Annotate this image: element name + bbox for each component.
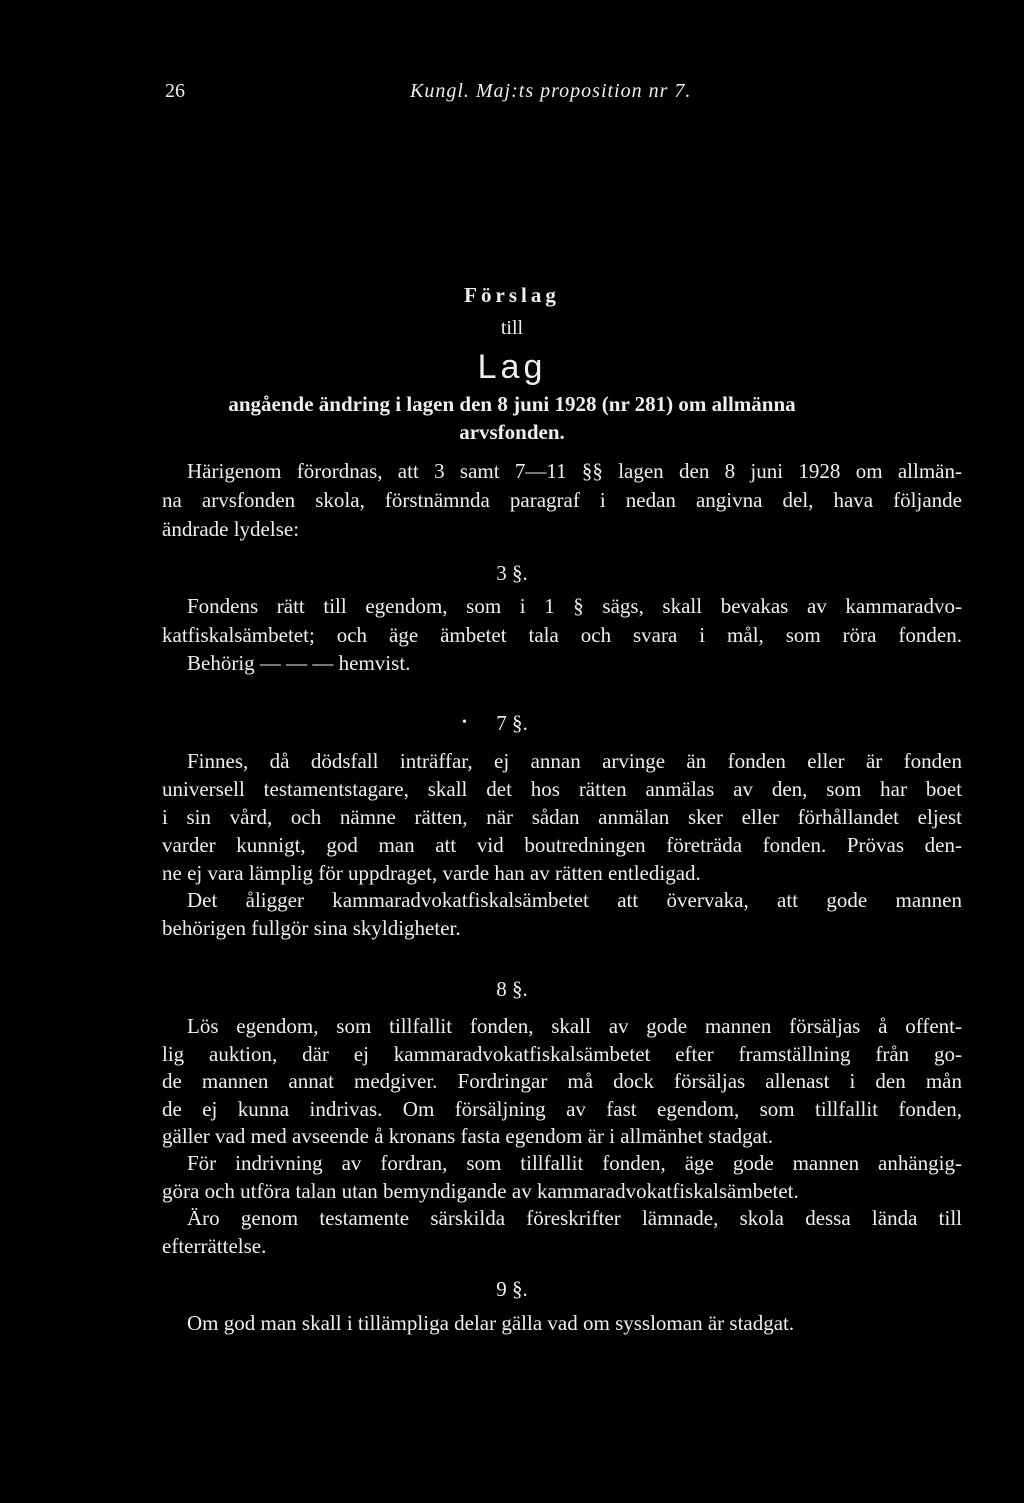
section-8-line-1: Lös egendom, som tillfallit fonden, skall av gode mannen försäljas å offent- [187,1014,962,1038]
section-8-heading: 8 §. [496,977,528,1001]
section-8-line-4: de ej kunna indrivas. Om försäljning av fast egendom, som tillfallit fonden, [162,1097,962,1121]
section-8-line-8: Äro genom testamente särskilda föreskrifter lämnade, skola dessa lända till [187,1206,962,1230]
section-3-heading: 3 §. [496,561,528,585]
section-3-line-1: Fondens rätt till egendom, som i 1 § sägs, skall bevakas av kammaradvo- [187,594,962,618]
section-7-line-6: Det åligger kammaradvokatfiskalsämbetet att övervaka, att gode mannen [187,888,962,912]
section-9-line-1: Om god man skall i tillämpliga delar gälla vad om syssloman är stadgat. [187,1311,795,1335]
section-9-heading: 9 §. [496,1277,528,1301]
section-7-line-7: behörigen fullgör sina skyldigheter. [162,916,461,940]
page-number: 26 [165,80,185,102]
law-subtitle-line-2: arvsfonden. [459,420,565,444]
section-7-heading: 7 §. [496,711,528,735]
law-heading: Lag [477,348,547,386]
law-subtitle-line-1: angående ändring i lagen den 8 juni 1928 (nr 281) om allmänna [228,392,796,416]
section-8-line-2: lig auktion, där ej kammaradvokatfiskalsämbetet efter framställning från go- [162,1042,962,1066]
section-7-marker: • [462,715,467,730]
section-7-line-1: Finnes, då dödsfall inträffar, ej annan arvinge än fonden eller är fonden [187,749,962,773]
section-7-line-2: universell testamentstagare, skall det hos rätten anmälas av den, som har boet [162,777,962,801]
section-3-line-2: katfiskalsämbetet; och äge ämbetet tala och svara i mål, som röra fonden. [162,623,962,647]
running-title: Kungl. Maj:ts proposition nr 7. [410,80,692,102]
section-8-line-3: de mannen annat medgiver. Fordringar må dock försäljas allenast i den mån [162,1069,962,1093]
section-7-line-4: varder kunnigt, god man att vid boutredningen företräda fonden. Prövas den- [162,833,962,857]
section-8-line-7: göra och utföra talan utan bemyndigande av kammaradvokatfiskalsämbetet. [162,1179,799,1203]
section-8-line-5: gäller vad med avseende å kronans fasta egendom är i allmänhet stadgat. [162,1124,774,1148]
section-8-line-9: efterrättelse. [162,1234,267,1258]
section-3-line-3: Behörig — — — hemvist. [187,651,411,675]
section-7-line-3: i sin vård, och nämne rätten, när sådan anmälan sker eller förhållandet eljest [162,805,962,829]
proposal-till: till [500,317,524,339]
section-7-line-5: ne ej vara lämplig för uppdraget, varde han av rätten entledigad. [162,861,701,885]
intro-line-1: Härigenom förordnas, att 3 samt 7—11 §§ lagen den 8 juni 1928 om allmän- [187,459,962,483]
section-8-line-6: För indrivning av fordran, som tillfallit fonden, äge gode mannen anhängig- [187,1151,962,1175]
intro-line-3: ändrade lydelse: [162,517,300,541]
proposal-heading: Förslag [464,283,560,307]
intro-line-2: na arvsfonden skola, förstnämnda paragraf i nedan angivna del, hava följande [162,488,962,512]
